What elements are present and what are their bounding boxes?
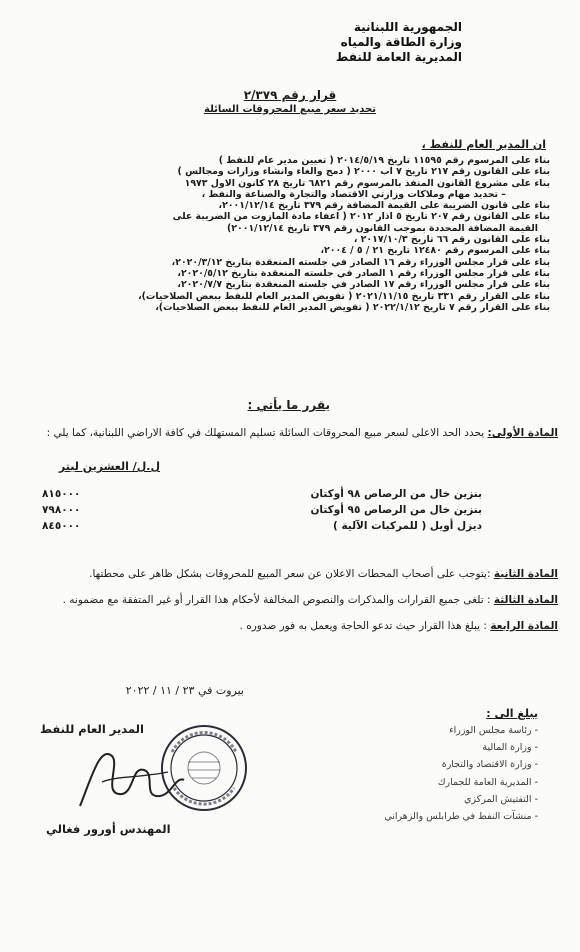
legal-basis-item: بناء على القرار رقم ٣٣١ تاريخ ٢٠٢١/١١/١٥ ( تفويض المدير العام للنفط ببعض الصلاحيات)،: [138, 290, 550, 302]
date-line: بيروت في ٢٣ / ١١ / ٢٠٢٢: [125, 684, 244, 697]
price-product: بنزين خال من الرصاص ٩٨ أوكتان: [310, 488, 482, 500]
legal-basis-item: القيمة المضافة المحددة بموجب القانون رقم ٣٧٩ تاريخ ٢٠٠١/١٢/١٤): [227, 222, 538, 234]
legal-basis-item: بناء على القانون رقم ٢١٧ تاريخ ٧ آب ٢٠٠٠ ( دمج والغاء وانشاء وزارات ومجالس ): [177, 166, 550, 178]
distribution-list: [348, 722, 538, 825]
signatory-name: المهندس أورور فغالي: [46, 822, 171, 836]
legal-basis-list: [20, 155, 550, 313]
article-4-label: المادة الرابعة: [490, 620, 558, 632]
letterhead: [336, 20, 462, 65]
letterhead-ministry: وزارة الطاقة والمياه: [340, 35, 462, 49]
article-2-label: المادة الثانية: [493, 568, 558, 580]
distribution-heading: يبلغ الى :: [486, 707, 538, 720]
distribution-item: - وزارة الاقتصاد والتجارة: [348, 756, 538, 773]
legal-basis-item: بناء على قانون الضريبة على القيمة المضافة رقم ٣٧٩ تاريخ ٢٠٠١/١٢/١٤،: [218, 200, 550, 212]
legal-basis-item: بناء على القرار رقم ٧ تاريخ ٢٠٢٢/١/١٢ ( تفويض المدير العام للنفط ببعض الصلاحيات)،: [155, 301, 550, 313]
letterhead-republic: الجمهورية اللبنانية: [353, 20, 462, 34]
article-1-label: المادة الأولى:: [487, 427, 558, 439]
legal-basis-item: – تحديد مهام وملاكات وزارتي الاقتصاد والتجارة والصناعة والنفط ،: [201, 188, 506, 200]
price-value: ٨٤٥٠٠٠: [42, 520, 81, 532]
article-3: [18, 594, 558, 606]
price-product: ديزل أويل ( للمركبات الآلية ): [333, 520, 482, 532]
article-2-text: :يتوجب على أصحاب المحطات الاعلان عن سعر المبيع للمحروقات بشكل ظاهر على محطتها.: [89, 568, 494, 580]
legal-basis-item: بناء على القانون رقم ٦٦ تاريخ ٢٠١٧/١٠/٣ ،: [353, 234, 550, 246]
article-1-text: يحدد الحد الاعلى لسعر مبيع المحروقات السائلة تسليم المستهلك في كافة الاراضي اللبنانية، كما يلي :: [46, 427, 488, 439]
legal-basis-item: بناء على قرار مجلس الوزراء رقم ١ الصادر في جلسته المنعقدة بتاريخ ٢٠٢٠/٥/١٢،: [177, 267, 550, 279]
legal-basis-item: بناء على المرسوم رقم ١٢٤٨٠ تاريخ ٢١ / ٥ / ٢٠٠٤،: [320, 245, 550, 257]
price-product: بنزين خال من الرصاص ٩٥ أوكتان: [310, 504, 482, 516]
handwritten-signature: [72, 736, 192, 816]
price-unit-label: ل.ل/ العشرين ليتر: [58, 460, 160, 473]
director-intro: ان المدير العام للنفط ،: [421, 138, 546, 151]
article-1: [18, 425, 558, 442]
decision-subtitle: تحديد سعر مبيع المحروقات السائلة: [204, 104, 376, 115]
price-row: [42, 520, 482, 536]
distribution-item: - رئاسة مجلس الوزراء: [348, 722, 538, 739]
legal-basis-item: بناء على قرار مجلس الوزراء رقم ١٦ الصادر في جلسته المنعقدة بتاريخ ٢٠٢٠/٣/١٢،: [171, 256, 550, 268]
article-3-text: : تلغى جميع القرارات والمذكرات والنصوص المخالفة لأحكام هذا القرار أو غير المتفقة مع مضمونه .: [62, 594, 494, 606]
article-4-text: : يبلغ هذا القرار حيث تدعو الحاجة ويعمل به فور صدوره .: [239, 620, 491, 632]
distribution-item: - التفتيش المركزي: [348, 791, 538, 808]
legal-basis-item: بناء على القانون رقم ٢٠٧ تاريخ ٥ آذار ٢٠١٢ ( اعفاء مادة المازوت من الضريبة على: [172, 211, 550, 223]
decision-title: قرار رقم ٢/٣٧٩: [243, 88, 337, 102]
distribution-item: - وزارة المالية: [348, 739, 538, 756]
distribution-item: - المديرية العامة للجمارك: [348, 774, 538, 791]
decides-heading: يقرر ما يأتي :: [247, 398, 330, 412]
legal-basis-item: بناء على مشروع القانون المنفذ بالمرسوم رقم ٦٨٢١ تاريخ ٢٨ كانون الاول ١٩٧٣: [184, 177, 550, 189]
article-4: [18, 620, 558, 632]
distribution-item: - منشآت النفط في طرابلس والزهراني: [348, 808, 538, 825]
letterhead-directorate: المديرية العامة للنفط: [335, 50, 462, 64]
price-value: ٧٩٨٠٠٠: [42, 504, 81, 516]
price-row: [42, 504, 482, 520]
article-2: [18, 568, 558, 580]
price-row: [42, 488, 482, 504]
price-value: ٨١٥٠٠٠: [42, 488, 81, 500]
signatory-title: المدير العام للنفط: [40, 722, 144, 736]
legal-basis-item: بناء على قرار مجلس الوزراء رقم ١٧ الصادر في جلسته المنعقدة بتاريخ ٢٠٢٠/٧/٧،: [177, 279, 550, 291]
article-3-label: المادة الثالثة: [493, 594, 558, 606]
legal-basis-item: بناء على المرسوم رقم ١١٥٩٥ تاريخ ٢٠١٤/٥/١٩ ( تعيين مدير عام للنفط ): [218, 155, 550, 166]
